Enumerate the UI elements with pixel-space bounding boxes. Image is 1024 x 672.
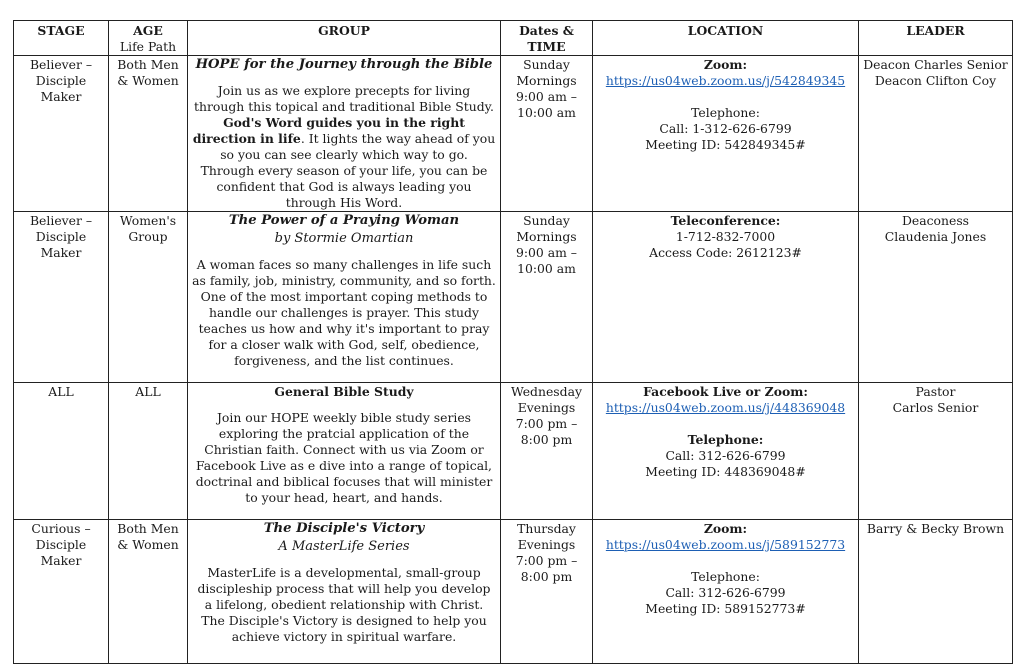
header-leader: LEADER — [859, 21, 1013, 56]
group-description: MasterLife is a developmental, small-group discipleship process that will help you develop a lifelong, obedient relationship with Christ. The Disciple's Victory is designed to help you achieve victory in spiritual warfare. — [197, 565, 491, 644]
stage-line: ALL — [48, 384, 74, 399]
age-cell — [109, 56, 188, 212]
group-cell — [188, 383, 501, 520]
location-heading: Facebook Live or Zoom: — [643, 384, 808, 399]
age-line: ALL — [135, 384, 161, 399]
group-cell — [188, 56, 501, 212]
dates-line: 7:00 pm – — [515, 553, 578, 568]
leader-name: Deacon Clifton Coy — [874, 73, 997, 88]
stage-cell — [14, 520, 109, 664]
header-group: GROUP — [188, 21, 501, 56]
table-row — [14, 383, 1013, 520]
age-line: & Women — [117, 73, 179, 88]
dates-line: 9:00 am – — [515, 245, 578, 260]
group-description: Join our HOPE weekly bible study series exploring the pratcial application of the Christian faith. Connect with us via Zoom or Facebook Live as e dive into a range of topical, doctrinal and biblical focuses that will minister to your head, heart, and hands. — [195, 410, 493, 505]
age-line: Both Men — [117, 57, 179, 72]
stage-cell — [14, 212, 109, 383]
dates-line: Mornings — [516, 73, 577, 88]
group-cell — [188, 520, 501, 664]
group-title: The Power of a Praying Woman — [228, 213, 460, 228]
leader-cell — [859, 56, 1013, 212]
dates-cell — [501, 383, 593, 520]
age-line: & Women — [117, 537, 179, 552]
group-description: Join us as we explore precepts for living through this topical and traditional Bible Study. God's Word guides you in the right direction in life. It lights the way ahead of you so you can see clearly which way to go. Through every season of your life, you can be confident that God is always leading you through His Word. — [192, 83, 496, 210]
dates-line: 8:00 pm — [520, 432, 573, 447]
group-title: HOPE for the Journey through the Bible — [195, 57, 493, 72]
location-cell — [593, 212, 859, 383]
call-number: Call: 312-626-6799 — [665, 585, 786, 600]
stage-line: Maker — [40, 245, 82, 260]
group-subtitle: by Stormie Omartian — [274, 231, 414, 246]
location-heading: Zoom: — [703, 521, 748, 536]
group-cell — [188, 212, 501, 383]
dates-line: 9:00 am – — [515, 89, 578, 104]
dates-line: Sunday — [523, 57, 570, 72]
access-code: Access Code: 2612123# — [649, 245, 802, 260]
dates-line: 10:00 am — [517, 105, 576, 120]
dates-line: Evenings — [517, 537, 576, 552]
stage-line: Disciple — [35, 537, 87, 552]
age-cell — [109, 212, 188, 383]
location-heading: Zoom: — [703, 57, 748, 72]
stage-line: Curious – — [31, 521, 91, 536]
location-heading: Teleconference: — [670, 213, 781, 228]
location-cell — [593, 383, 859, 520]
header-row — [14, 21, 1013, 56]
header-stage: STAGE — [14, 21, 109, 56]
stage-cell — [14, 383, 109, 520]
zoom-link[interactable]: https://us04web.zoom.us/j/542849345 — [605, 73, 846, 88]
dates-line: Sunday — [523, 213, 570, 228]
group-title: General Bible Study — [274, 384, 414, 399]
telephone-heading: Telephone: — [691, 105, 760, 120]
leader-cell — [859, 520, 1013, 664]
header-age-sub: Life Path — [119, 39, 177, 54]
stage-line: Believer – — [29, 213, 93, 228]
table-row — [14, 56, 1013, 212]
header-dates-sub: TIME — [527, 39, 566, 54]
dates-cell — [501, 212, 593, 383]
meeting-id: Meeting ID: 448369048# — [645, 464, 806, 479]
teleconference-number: 1-712-832-7000 — [675, 229, 776, 244]
meeting-id: Meeting ID: 542849345# — [645, 137, 806, 152]
leader-name: Deacon Charles Senior — [863, 57, 1008, 72]
location-cell — [593, 520, 859, 664]
header-location: LOCATION — [593, 21, 859, 56]
age-line: Women's — [119, 213, 177, 228]
zoom-link[interactable]: https://us04web.zoom.us/j/448369048 — [605, 400, 846, 415]
table-row — [14, 212, 1013, 383]
leader-name: Barry & Becky Brown — [866, 521, 1005, 536]
leader-name: Deaconess — [901, 213, 970, 228]
dates-cell — [501, 520, 593, 664]
age-line: Group — [128, 229, 168, 244]
call-number: Call: 1-312-626-6799 — [659, 121, 792, 136]
dates-line: Evenings — [517, 400, 576, 415]
header-age: AGE Life Path — [109, 21, 188, 56]
leader-name: Carlos Senior — [892, 400, 979, 415]
call-number: Call: 312-626-6799 — [665, 448, 786, 463]
stage-line: Maker — [40, 553, 82, 568]
dates-cell — [501, 56, 593, 212]
dates-line: 7:00 pm – — [515, 416, 578, 431]
location-cell — [593, 56, 859, 212]
dates-line: Wednesday — [511, 384, 582, 399]
dates-line: 8:00 pm — [520, 569, 573, 584]
age-cell — [109, 383, 188, 520]
telephone-heading: Telephone: — [687, 432, 764, 447]
stage-line: Disciple — [35, 229, 87, 244]
bible-study-schedule-table — [13, 20, 1013, 664]
stage-cell — [14, 56, 109, 212]
age-cell — [109, 520, 188, 664]
meeting-id: Meeting ID: 589152773# — [645, 601, 806, 616]
group-title: The Disciple's Victory — [263, 521, 425, 536]
group-description: A woman faces so many challenges in life such as family, job, ministry, community, and so forth. One of the most important coping methods to handle our challenges is prayer. This study teaches us how and why it's important to pray for a closer walk with God, self, obedience, forgiveness, and the list continues. — [192, 257, 496, 368]
stage-line: Maker — [40, 89, 82, 104]
header-dates: Dates & TIME — [501, 21, 593, 56]
leader-cell — [859, 383, 1013, 520]
telephone-heading: Telephone: — [691, 569, 760, 584]
leader-name: Pastor — [915, 384, 956, 399]
stage-line: Believer – — [29, 57, 93, 72]
dates-line: 10:00 am — [517, 261, 576, 276]
zoom-link[interactable]: https://us04web.zoom.us/j/589152773 — [605, 537, 846, 552]
age-line: Both Men — [117, 521, 179, 536]
dates-line: Mornings — [516, 229, 577, 244]
leader-name: Claudenia Jones — [884, 229, 987, 244]
table-row — [14, 520, 1013, 664]
group-subtitle: A MasterLife Series — [278, 539, 410, 554]
dates-line: Thursday — [517, 521, 576, 536]
stage-line: Disciple — [35, 73, 87, 88]
leader-cell — [859, 212, 1013, 383]
